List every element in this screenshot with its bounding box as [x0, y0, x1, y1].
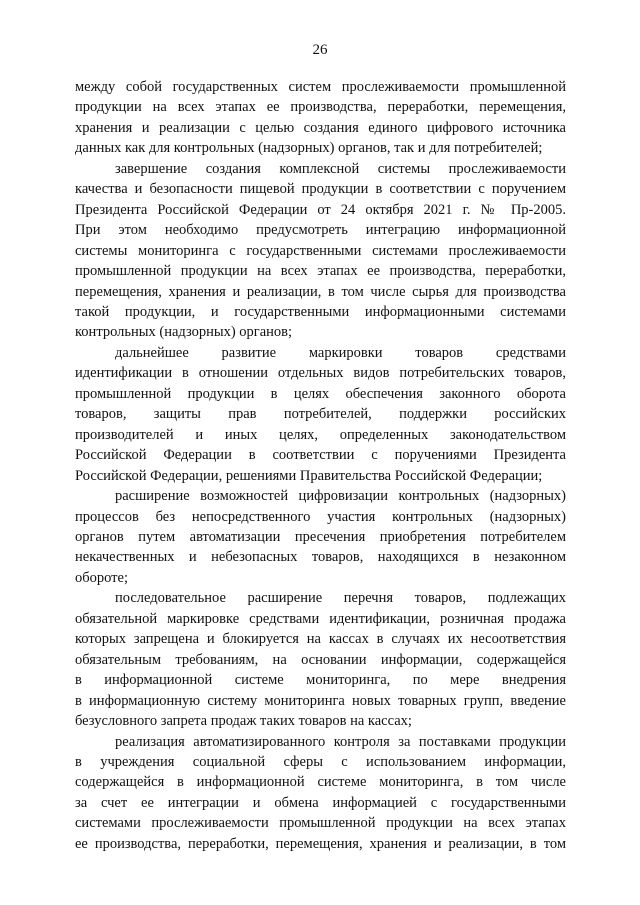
text-line: обязательной маркировке средствами идентификации, розничная продажа [75, 610, 566, 627]
text-line: системы мониторинга с государственными системами прослеживаемости [75, 242, 566, 259]
text-line: расширение возможностей цифровизации контрольных (надзорных) [115, 488, 566, 505]
text-line: в информационную систему мониторинга новых товарных групп, введение [75, 692, 566, 709]
text-line: между собой государственных систем прослеживаемости промышленной [75, 79, 566, 95]
text-line: При этом необходимо предусмотреть интеграцию информационной [75, 222, 566, 239]
text-line: завершение создания комплексной системы прослеживаемости [115, 160, 566, 177]
text-line: хранения и реализации с целью создания единого цифрового источника [75, 119, 566, 136]
text-line: контрольных (надзорных) органов; [75, 324, 293, 341]
text-line: данных как для контрольных (надзорных) органов, так и для потребителей; [75, 140, 543, 157]
text-line: дальнейшее развитие маркировки товаров средствами [115, 344, 566, 361]
text-line: в информационной системе мониторинга, по мере внедрения [75, 672, 566, 689]
text-line: реализация автоматизированного контроля за поставками продукции [115, 733, 566, 750]
text-line: Российской Федерации в соответствии с поручениями Президента [75, 447, 566, 464]
text-line: Президента Российской Федерации от 24 октября 2021 г. № Пр-2005. [75, 201, 566, 218]
text-line: обороте; [75, 569, 128, 586]
text-line: товаров, защиты прав потребителей, поддержки российских [75, 406, 566, 423]
text-line: промышленной продукции на всех этапах ее производства, переработки, [75, 263, 566, 280]
text-line: системами прослеживаемости промышленной продукции на всех этапах [75, 815, 566, 832]
text-line: перемещения, хранения и реализации, в том числе сырья для производства [75, 283, 566, 300]
text-line: продукции на всех этапах ее производства, переработки, перемещения, [75, 99, 566, 116]
text-line: промышленной продукции в целях обеспечения законного оборота [75, 385, 566, 402]
text-line: органов путем автоматизации пресечения приобретения потребителем [75, 528, 566, 545]
text-line: процессов без непосредственного участия контрольных (надзорных) [75, 508, 566, 525]
text-line: ее производства, переработки, перемещения, хранения и реализации, в том [75, 835, 566, 852]
text-line: производителей и иных целях, определенных законодательством [75, 426, 566, 443]
text-line: Российской Федерации, решениями Правительства Российской Федерации; [75, 467, 543, 484]
text-line: идентификации в отношении отдельных видов потребительских товаров, [75, 365, 566, 382]
text-line: в учреждения социальной сферы с использованием информации, [75, 753, 566, 770]
text-line: за счет ее интеграции и обмена информацией с государственными [75, 794, 566, 811]
document-body [75, 77, 566, 854]
text-line: содержащейся в информационной системе мониторинга, в том числе [75, 774, 566, 791]
text-line: такой продукции, и государственными информационными системами [75, 303, 566, 320]
text-line: безусловного запрета продаж таких товаров на кассах; [75, 713, 412, 730]
text-line: обязательным требованиям, на основании информации, содержащейся [75, 651, 566, 668]
text-line: которых запрещена и блокируется на кассах в случаях их несоответствия [75, 631, 566, 648]
text-line: качества и безопасности пищевой продукции в соответствии с поручением [75, 181, 566, 198]
text-line: некачественных и небезопасных товаров, находящихся в незаконном [75, 549, 566, 566]
text-line: последовательное расширение перечня товаров, подлежащих [115, 590, 566, 607]
page-number: 26 [312, 42, 328, 58]
